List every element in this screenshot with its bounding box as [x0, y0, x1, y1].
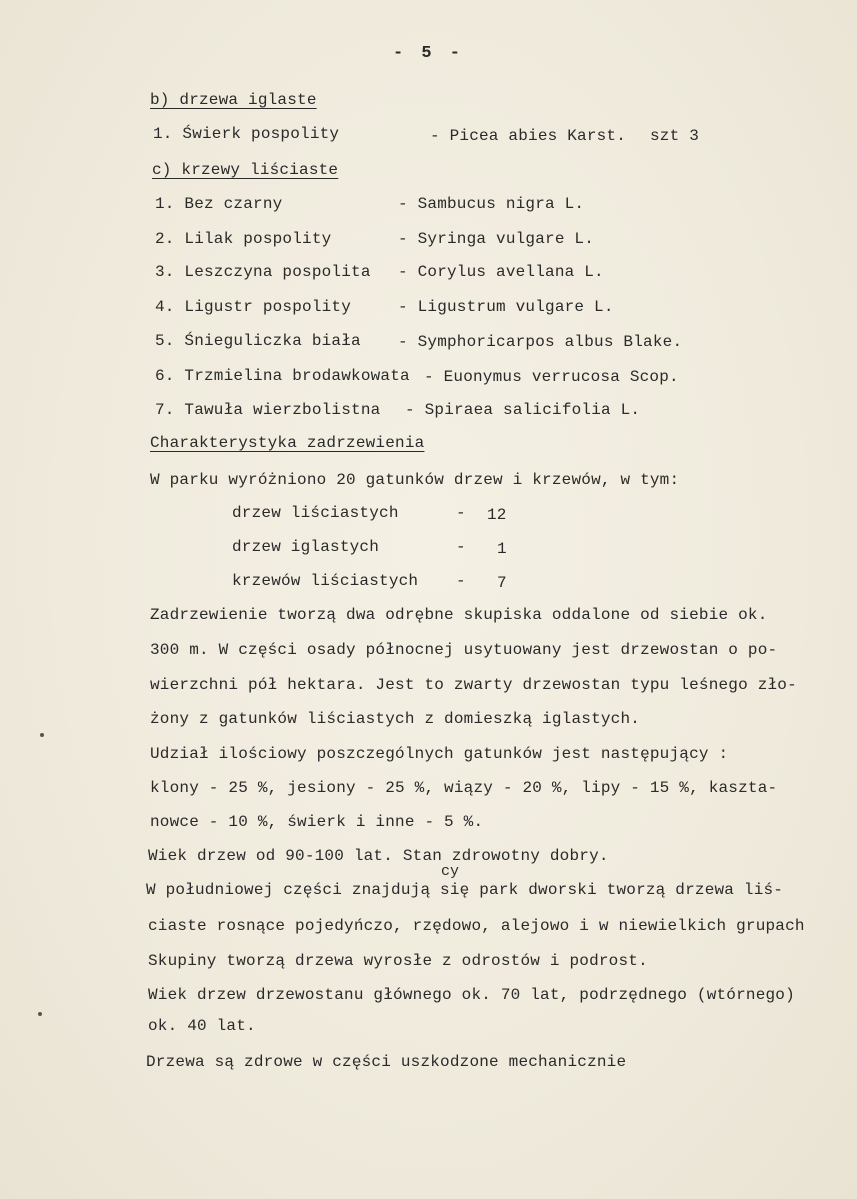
species-name: 5. Śnieguliczka biała [155, 332, 361, 350]
breakdown-label: drzew liściastych [232, 504, 399, 522]
species-name: 7. Tawuła wierzbolistna [155, 401, 381, 419]
paragraph-line: 300 m. W części osady północnej usytuowany jest drzewostan o po- [150, 641, 778, 659]
species-name: 4. Ligustr pospolity [155, 298, 352, 316]
breakdown-label: krzewów liściastych [232, 572, 419, 590]
paragraph-line: W południowej części znajdują się park dworski tworzą drzewa liś- [146, 881, 784, 899]
paragraph-line: Wiek drzew od 90-100 lat. Stan zdrowotny dobry. [148, 847, 609, 865]
page-number: - 5 - [392, 44, 464, 63]
species-count: szt 3 [650, 127, 700, 145]
species-name: 2. Lilak pospolity [155, 230, 332, 248]
breakdown-label: drzew iglastych [232, 538, 380, 556]
paragraph-line: nowce - 10 %, świerk i inne - 5 %. [150, 813, 484, 831]
breakdown-dash: - [456, 538, 466, 556]
paragraph-line: Udział ilościowy poszczególnych gatunków jest następujący : [150, 745, 729, 763]
breakdown-value: 12 [487, 506, 507, 524]
species-name: 3. Leszczyna pospolita [155, 263, 371, 281]
species-latin: - Syringa vulgare L. [398, 230, 595, 248]
paragraph-line: Skupiny tworzą drzewa wyrosłe z odrostów i podrost. [148, 952, 648, 970]
species-latin: - Corylus avellana L. [398, 263, 604, 281]
species-latin: - Sambucus nigra L. [398, 195, 585, 213]
section-c-heading: c) krzewy liściaste [152, 161, 339, 179]
paragraph-line: żony z gatunków liściastych z domieszką iglastych. [150, 710, 641, 728]
paragraph-line: ciaste rosnące pojedyńczo, rzędowo, alejowo i w niewielkich grupach [148, 917, 805, 935]
handwritten-insertion: cy [441, 863, 460, 880]
paragraph-line: ok. 40 lat. [148, 1017, 256, 1035]
margin-speck [38, 1012, 42, 1016]
species-latin: - Euonymus verrucosa Scop. [424, 368, 679, 386]
species-latin: - Ligustrum vulgare L. [398, 298, 614, 316]
paragraph-line: Zadrzewienie tworzą dwa odrębne skupiska oddalone od siebie ok. [150, 606, 768, 624]
breakdown-value: 7 [497, 574, 507, 592]
paragraph-line: Drzewa są zdrowe w części uszkodzone mechanicznie [146, 1053, 627, 1071]
breakdown-dash: - [456, 504, 466, 522]
breakdown-value: 1 [497, 540, 507, 558]
species-name: 1. Bez czarny [155, 195, 283, 213]
characteristics-heading: Charakterystyka zadrzewienia [150, 434, 425, 452]
paragraph-line: wierzchni pół hektara. Jest to zwarty drzewostan typu leśnego zło- [150, 676, 797, 694]
margin-speck [40, 733, 44, 737]
characteristics-intro: W parku wyróżniono 20 gatunków drzew i krzewów, w tym: [150, 471, 680, 489]
species-name: 6. Trzmielina brodawkowata [155, 367, 410, 385]
breakdown-dash: - [456, 572, 466, 590]
paragraph-line: Wiek drzew drzewostanu głównego ok. 70 lat, podrzędnego (wtórnego) [148, 986, 795, 1004]
species-latin: - Symphoricarpos albus Blake. [398, 333, 683, 351]
paragraph-line: klony - 25 %, jesiony - 25 %, wiązy - 20 %, lipy - 15 %, kaszta- [150, 779, 778, 797]
species-latin: - Picea abies Karst. [430, 127, 627, 145]
species-name: 1. Świerk pospolity [153, 125, 340, 143]
species-latin: - Spiraea salicifolia L. [405, 401, 641, 419]
section-b-heading: b) drzewa iglaste [150, 91, 317, 109]
